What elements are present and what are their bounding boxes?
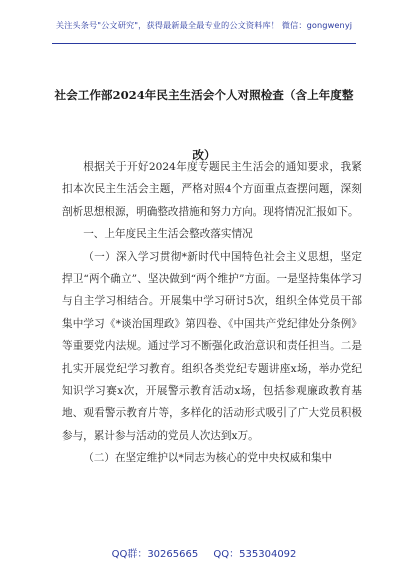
footer-qq: QQ：535304092 [213, 549, 297, 560]
body-paragraph: （一）深入学习贯彻*新时代中国特色社会主义思想，坚定捍卫“两个确立”、坚决做到“两个维护”方面。一是坚持集体学习与自主学习相结合。开展集中学习研讨5次，组织全体党员干部集中学习《*谈治国理政》第四卷、《中国共产党纪律处分条例》等重要党内法规。通过学习不断强化政治意识和责任担当。二是扎实开展党纪学习教育。组织各类党纪专题讲座x场，举办党纪知识学习赛x次，开展警示教育活动x场，包括参观廉政教育基地、观看警示教育片等，多样化的活动形式吸引了广大党员积极参与，累计参与活动的党员人次达到x万。 [62, 250, 362, 442]
header-divider [52, 43, 356, 44]
header-banner: 关注头条号"公文研究"，获得最新最全最专业的公文资料库！ 微信：gongwenyj [55, 20, 353, 30]
section-heading: 一、上年度民主生活会整改落实情况 [83, 228, 253, 241]
footer-contacts [0, 545, 408, 560]
body-paragraph: （二）在坚定维护以*同志为核心的党中央权威和集中 [83, 452, 333, 465]
intro-paragraph: 根据关于开好2024年度专题民主生活会的通知要求，我紧扣本次民主生活会主题，严格对照4个方面重点查摆问题，深刻剖析思想根源，明确整改措施和努力方向。现将情况汇报如下。 [62, 161, 362, 218]
document-title: 社会工作部2024年民主生活会个人对照检查（含上年度整改） [54, 88, 354, 162]
footer-qq-group: QQ群：30265665 [111, 549, 199, 560]
document-body [62, 156, 362, 470]
